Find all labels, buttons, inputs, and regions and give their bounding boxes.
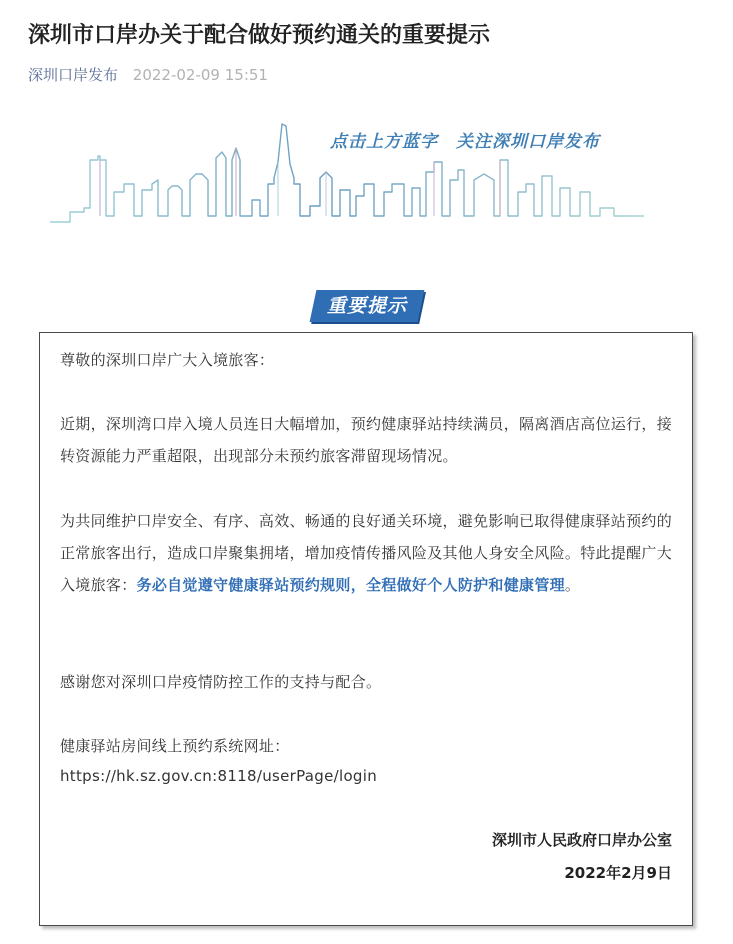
article-title: 深圳市口岸办关于配合做好预约通关的重要提示	[28, 23, 491, 48]
paragraph-situation: 近期，深圳湾口岸入境人员连日大幅增加，预约健康驿站持续满员，隔离酒店高位运行，接转资源能力严重超限，出现部分未预约旅客滞留现场情况。	[60, 415, 673, 465]
tag-label: 重要提示	[326, 295, 407, 317]
publish-time: 2022-02-09 15:51	[132, 66, 268, 84]
reminder-text: 为共同维护口岸安全、有序、高效、畅通的良好通关环境，避免影响已取得健康驿站预约的正常旅客出行，造成口岸聚集拥堵，增加疫情传播风险及其他人身安全风险。特此提醒广大入境旅客：	[60, 512, 673, 594]
booking-url-link[interactable]: https://hk.sz.gov.cn:8118/userPage/login	[60, 767, 378, 785]
thanks-text: 感谢您对深圳口岸疫情防控工作的支持与配合。	[60, 673, 382, 691]
greeting-text: 尊敬的深圳口岸广大入境旅客：	[60, 351, 275, 369]
reminder-highlight: 务必自觉遵守健康驿站预约规则，全程做好个人防护和健康管理	[136, 576, 565, 594]
important-notice-tag	[313, 290, 421, 322]
reminder-suffix: 。	[564, 576, 581, 594]
follow-prompt-text: 点击上方蓝字 关注深圳口岸发布	[330, 132, 600, 152]
paragraph-reminder	[60, 505, 676, 601]
article-meta	[28, 64, 268, 86]
notice-box	[39, 332, 693, 926]
signature-date: 2022年2月9日	[564, 864, 672, 882]
url-label: 健康驿站房间线上预约系统网址：	[60, 737, 290, 755]
account-name-link[interactable]: 深圳口岸发布	[28, 66, 119, 84]
signature-text: 深圳市人民政府口岸办公室	[491, 831, 672, 849]
